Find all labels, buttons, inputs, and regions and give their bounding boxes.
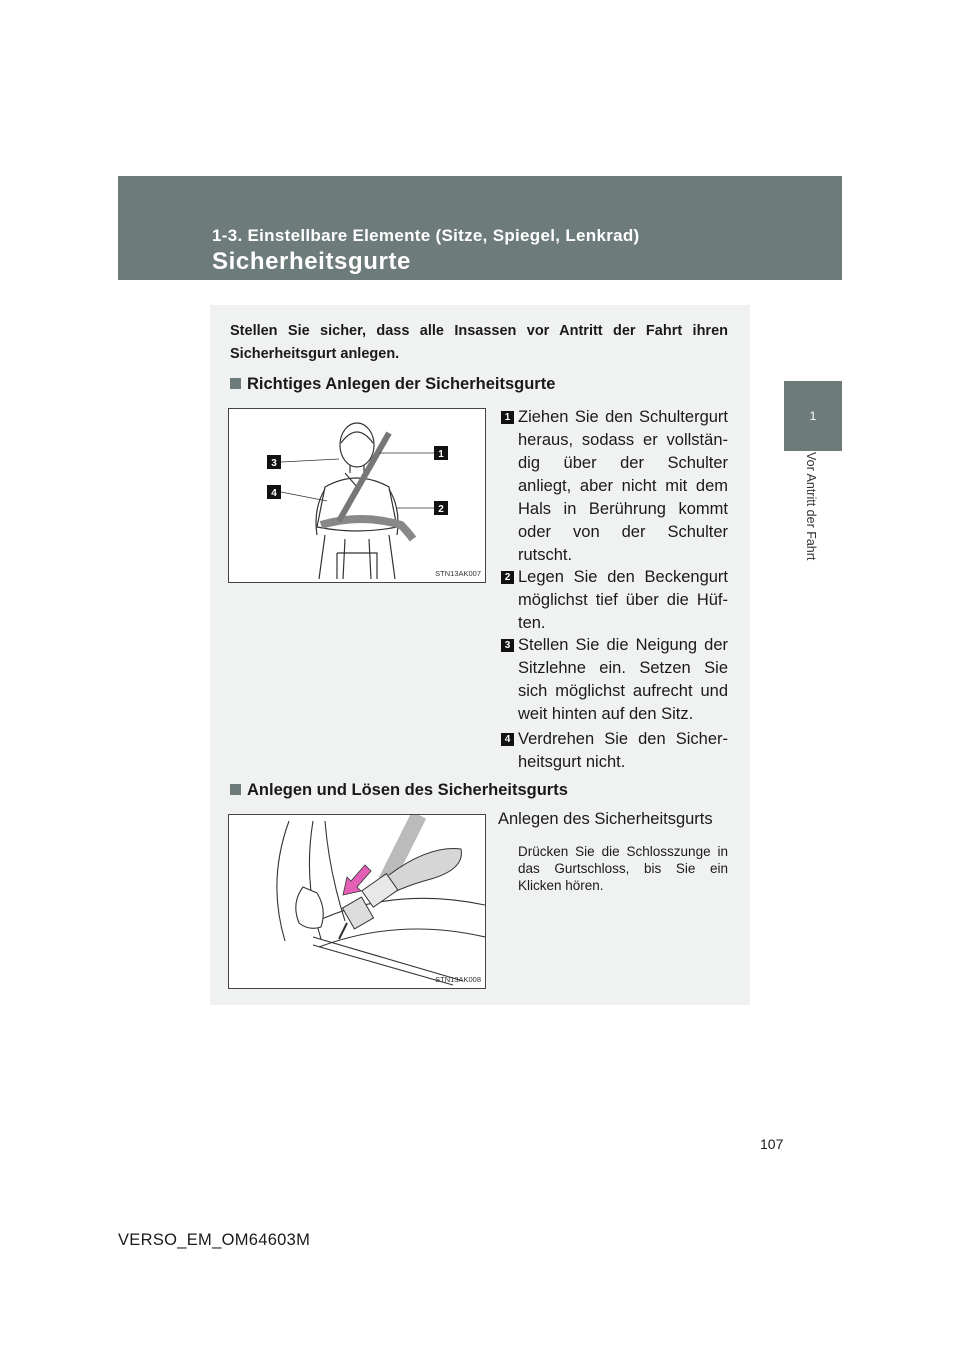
instruction-item: 3 Stellen Sie die Neigung der Sitzlehne ein. Setzen Sie sich möglichst aufrecht und weit hinten auf den Sitz. xyxy=(498,634,728,726)
svg-text:1: 1 xyxy=(438,449,444,460)
section-title: 1-3. Einstellbare Elemente (Sitze, Spiegel, Lenkrad) xyxy=(212,226,640,245)
section-heading-2: Anlegen und Lösen des Sicherheitsgurts xyxy=(230,781,568,800)
chapter-tab: 1 xyxy=(784,381,842,451)
chapter-header xyxy=(118,176,842,280)
section-heading-1: Richtiges Anlegen der Sicherheitsgurte xyxy=(230,375,555,394)
figure-seatbelt-position xyxy=(228,408,486,583)
instruction-item: 2 Legen Sie den Beckengurt möglichst tief über die Hüf-ten. xyxy=(498,566,728,635)
page-number: 107 xyxy=(760,1136,784,1152)
callout-1 xyxy=(434,446,448,460)
callout-3 xyxy=(267,455,281,469)
svg-text:3: 3 xyxy=(271,458,277,469)
svg-text:4: 4 xyxy=(271,488,277,499)
step-number: 3 xyxy=(501,639,514,652)
chapter-side-label: Vor Antritt der Fahrt xyxy=(804,452,818,561)
instruction-item: 1 Ziehen Sie den Schultergurt heraus, sodass er vollstän-dig über der Schulter anliegt, aber nicht mit dem Hals in Berührung kommt oder von der Schulter rutscht. xyxy=(498,406,728,567)
square-bullet-icon xyxy=(230,784,241,795)
figure-code: STN13AK008 xyxy=(435,975,481,984)
figure-code: STN13AK007 xyxy=(435,569,481,578)
intro-text: Stellen Sie sicher, dass alle Insassen vor Antritt der Fahrt ihren Sicherheitsgurt anlegen. xyxy=(230,323,728,362)
buckle-instruction: Drücken Sie die Schlosszunge in das Gurtschloss, bis Sie ein Klicken hören. xyxy=(518,844,728,893)
step-number: 2 xyxy=(501,571,514,584)
document-code: VERSO_EM_OM64603M xyxy=(118,1231,311,1249)
square-bullet-icon xyxy=(230,378,241,389)
subheading: Anlegen des Sicherheitsgurts xyxy=(498,810,713,828)
callout-4 xyxy=(267,485,281,499)
step-number: 4 xyxy=(501,733,514,746)
figure-buckle xyxy=(228,814,486,989)
svg-text:2: 2 xyxy=(438,504,444,515)
instruction-item: 4 Verdrehen Sie den Sicher-heitsgurt nicht. xyxy=(498,728,728,774)
step-number: 1 xyxy=(501,411,514,424)
page-title: Sicherheitsgurte xyxy=(212,248,411,275)
callout-2 xyxy=(434,501,448,515)
